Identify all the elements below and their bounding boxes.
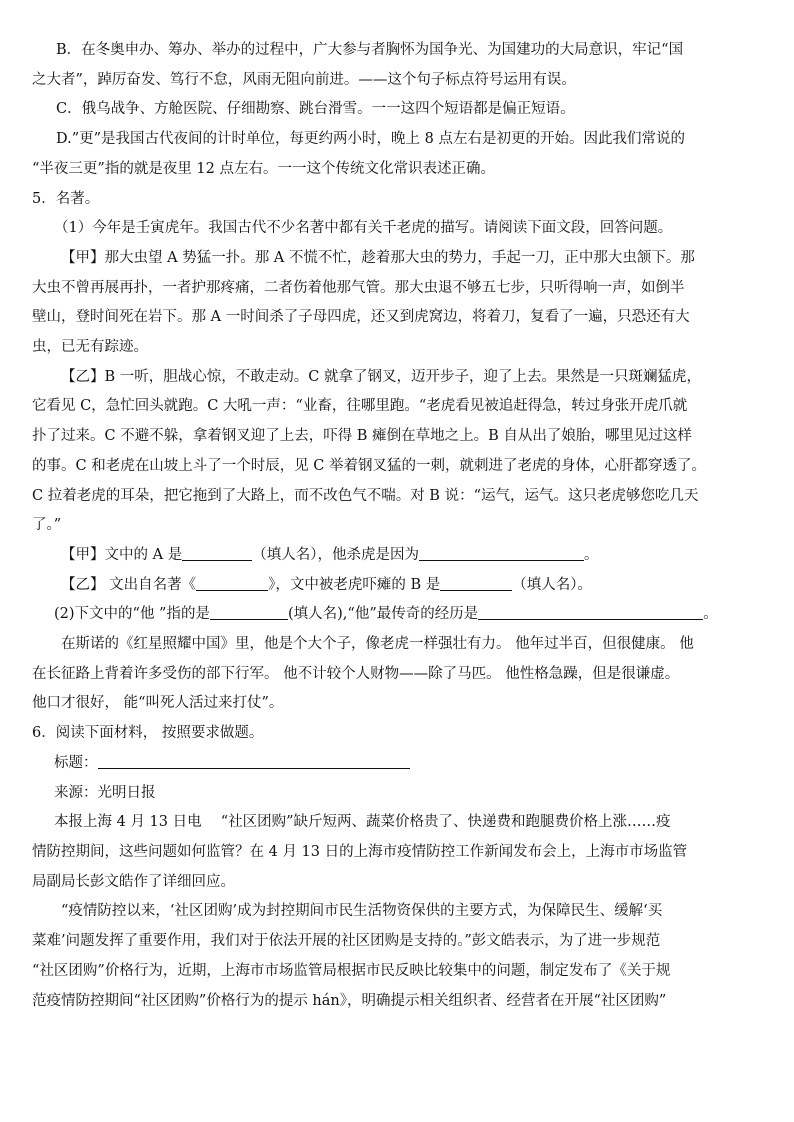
option-d-line-2: “半夜三更”指的就是夜里 12 点左右。一一这个传统文化常识表述正确。 (32, 160, 495, 177)
answer-blank-a-name[interactable] (182, 544, 252, 561)
fill-jia-text-c: 。 (583, 546, 599, 563)
excerpt-yi-line: 它看见 C，急忙回头就跑。C 大吼一声：“业畜，往哪里跑。“老虎看见被追赶得急，转过身张开虎爪就 (32, 398, 688, 415)
question-6-heading: 6．阅读下面材料， 按照要求做题。 (32, 725, 264, 742)
question-5-heading: 5．名著。 (32, 190, 100, 207)
passage-line: 在斯诺的《红星照耀中国》里，他是个大个子，像老虎一样强壮有力。 他年过半百，但很健康。 他 (61, 636, 694, 653)
answer-blank-reason[interactable] (419, 544, 584, 561)
option-b-line-1: B．在冬奥申办、筹办、举办的过程中，广大参与者胸怀为国争光、为国建功的大局意识，牢记“国 (56, 42, 684, 58)
fill-yi-text-a: 【乙】 文出自名著《 (61, 576, 197, 593)
excerpt-jia-line: 虫，已无有踪迹。 (32, 339, 148, 356)
title-label: 标题： (54, 754, 98, 771)
excerpt-yi-line: C 拉着老虎的耳朵，把它拖到了大路上，而不改色气不喘。对 B 说：“运气，运气。这只老虎够您吃几天 (32, 487, 699, 504)
news-para-2-line: “社区团购”价格行为，近期，上海市市场监管局根据市民反映比较集中的问题，制定发布了《关于规 (32, 962, 671, 979)
answer-blank-title[interactable] (98, 752, 410, 769)
news-para-1-line: 情防控期间，这些问题如何监管？在 4 月 13 日的上海市疫情防控工作新闻发布会上，上海市市场监管 (32, 843, 688, 860)
excerpt-yi-line: 的事。C 和老虎在山坡上斗了一个时辰，见 C 举着钢叉猛的一刺，就刺进了老虎的身体，心肝都穿透了。 (32, 457, 707, 474)
option-b-line-2: 之大者”，踔厉奋发、笃行不怠，风雨无阻向前进。——这个句子标点符号运用有误。 (32, 71, 576, 88)
answer-blank-experience[interactable] (478, 603, 703, 620)
excerpt-jia-line: 壁山，登时间死在岩下。那 A 一时间杀了子母四虎，还又到虎窝边，将着刀，复看了一遍，只恐还有大 (32, 309, 690, 326)
passage-line: 他口才很好， 能“叫死人活过来打仗”。 (32, 695, 284, 712)
excerpt-yi-line: 【乙】B 一听，胆战心惊，不敢走动。C 就拿了钢叉，迈开步子，迎了上去。果然是一只斑斓猛虎， (61, 368, 701, 385)
answer-blank-book-title[interactable] (196, 574, 268, 591)
news-para-2-line: 范疫情防控期间“社区团购”价格行为的提示 hán》，明确提示相关组织者、经营者在开展“社区团购” (32, 992, 667, 1009)
title-field-row (32, 749, 764, 779)
fill-yi-text-b: 》，文中被老虎吓瘫的 B 是 (268, 576, 441, 593)
option-d-line-1: D.”更”是我国古代夜间的计时单位，每更约两小时，晚上 8 点左右是初更的开始。因此我们常说的 (56, 131, 685, 148)
part-2-text-b: (填人名),“他”最传奇的经历是 (287, 606, 479, 623)
fill-jia-text-b: （填人名），他杀虎是因为 (252, 546, 419, 563)
source-line: 来源：光明日报 (54, 784, 156, 801)
fill-question-jia (32, 541, 764, 571)
excerpt-jia-line: 大虫不曾再展再扑，一者护那疼痛，二者伤着他那气管。那大虫退不够五七步，只听得响一声，如倒半 (32, 279, 685, 296)
news-para-1-line: 本报上海 4 月 13 日电 “社区团购”缺斤短两、蔬菜价格贵了、快递费和跑腿费价格上涨……疫 (54, 814, 671, 831)
news-para-1-line: 局副局长彭文皓作了详细回应。 (32, 873, 235, 890)
passage-line: 在长征路上背着许多受伤的部下行军。 他不计较个人财物——除了马匹。 他性格急躁，但是很谦虚。 (32, 665, 680, 682)
question-5-part-2 (32, 600, 764, 630)
excerpt-jia-line: 【甲】那大虫望 A 势猛一扑。那 A 不慌不忙，趁着那大虫的势力，手起一刀，正中那大虫颔下。那 (61, 249, 695, 266)
excerpt-yi-line: 了。” (32, 517, 62, 534)
news-para-2-line: 菜难’问题发挥了重要作用，我们对于依法开展的社区团购是支持的。”彭文皓表示，为了进一步规范 (32, 933, 661, 950)
fill-question-yi (32, 571, 764, 601)
question-5-part-1: （1）今年是壬寅虎年。我国古代不少名著中都有关千老虎的描写。请阅读下面文段，回答问题。 (54, 220, 673, 237)
fill-yi-text-c: （填人名）。 (512, 576, 592, 593)
part-2-text-c: 。 (703, 606, 718, 623)
answer-blank-b-name[interactable] (440, 574, 512, 591)
option-c: C．俄乌战争、方舱医院、仔细勘察、跳台滑雪。一一这四个短语都是偏正短语。 (56, 101, 575, 118)
answer-blank-he-name[interactable] (210, 603, 288, 620)
news-para-2-line: “疫情防控以来，‘社区团购’成为封控期间市民生活物资保供的主要方式，为保障民生、缓解‘买 (61, 903, 663, 920)
excerpt-yi-line: 扑了过来。C 不避不躲，拿着钢叉迎了上去，吓得 B 瘫倒在草地之上。B 自从出了娘胎，哪里见过这样 (32, 428, 692, 445)
part-2-text-a: (2)下文中的“他 ”指的是 (54, 606, 210, 623)
fill-jia-text-a: 【甲】文中的 A 是 (61, 546, 183, 563)
